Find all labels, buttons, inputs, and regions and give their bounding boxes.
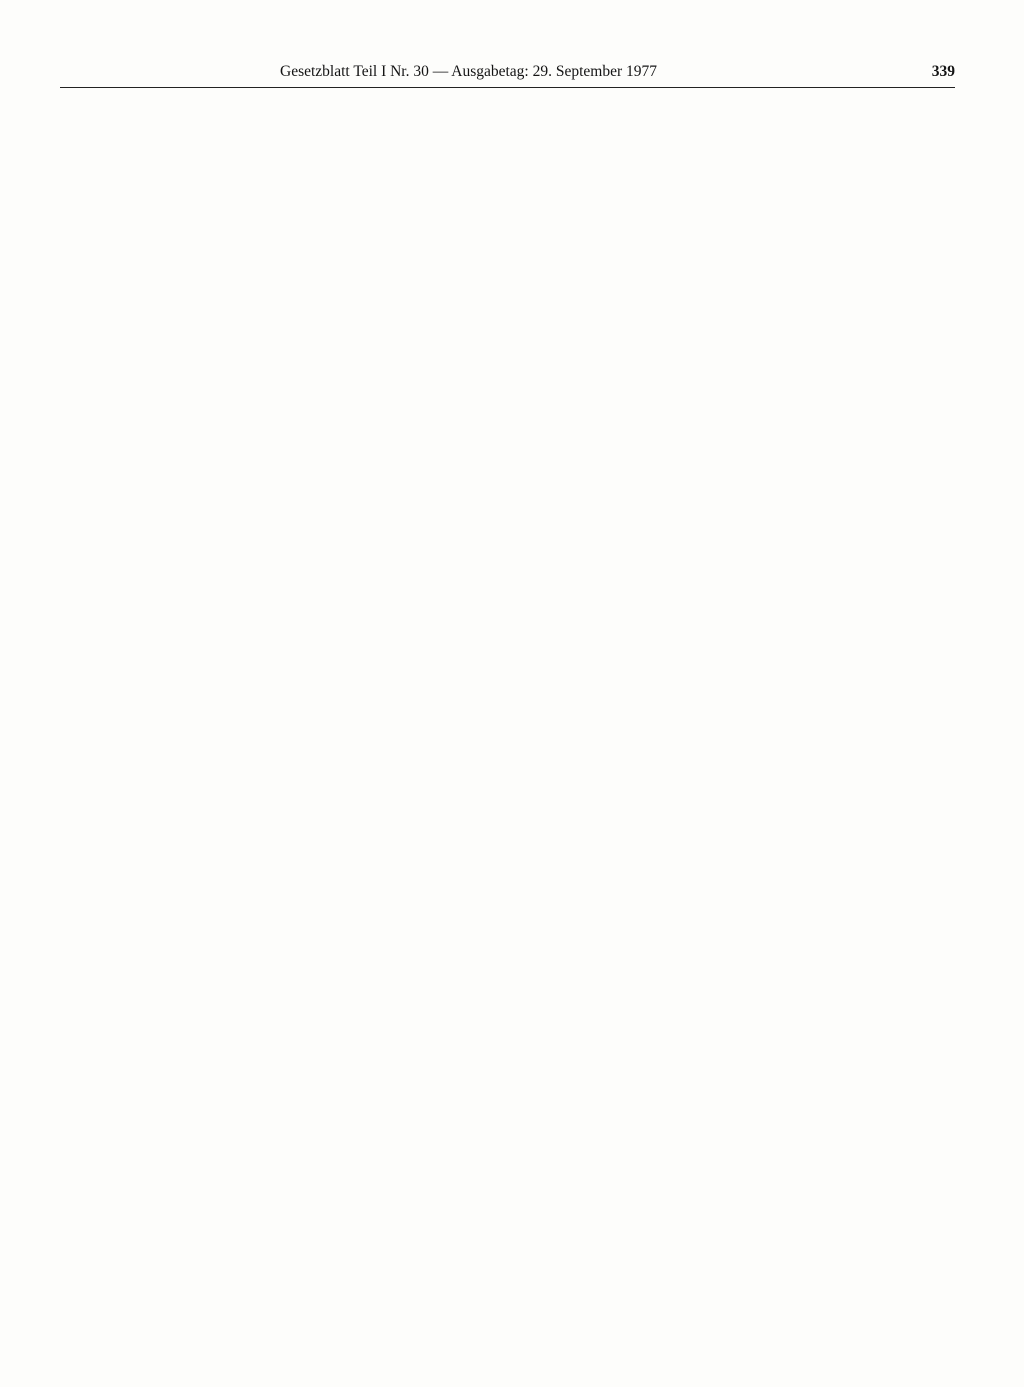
gazette-header-text: Gesetzblatt Teil I Nr. 30 — Ausgabetag: 29. September 1977 bbox=[280, 63, 658, 80]
page-number: 339 bbox=[931, 63, 955, 80]
page-header bbox=[60, 63, 955, 87]
header-rule bbox=[60, 87, 955, 88]
